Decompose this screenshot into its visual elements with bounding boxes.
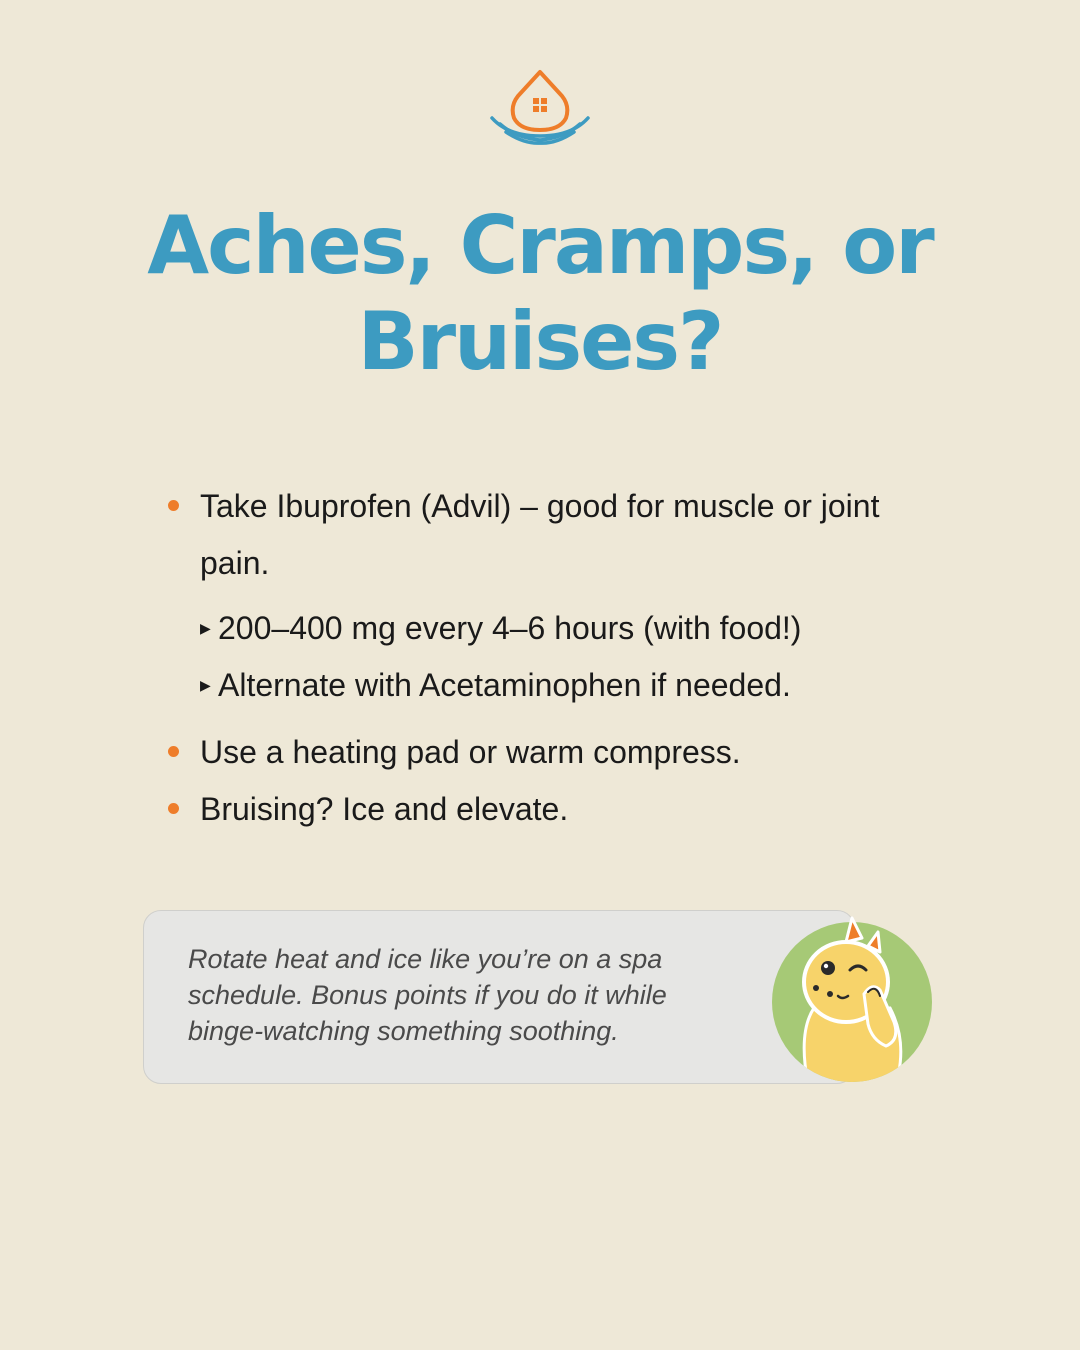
bullet-dot-icon <box>168 746 179 757</box>
sub-item-text: 200–400 mg every 4–6 hours (with food!) <box>218 610 802 646</box>
sub-item <box>200 600 928 657</box>
callout-card <box>143 910 855 1084</box>
tips-list <box>168 478 928 838</box>
tip-item <box>168 478 928 714</box>
winking-dinosaur-icon <box>768 912 934 1084</box>
tip-text: Use a heating pad or warm compress. <box>200 734 741 770</box>
triangle-right-icon: ▶ <box>200 620 211 636</box>
sub-list <box>200 600 928 714</box>
page-title: Aches, Cramps, or Bruises? <box>147 199 933 388</box>
sub-item <box>200 657 928 714</box>
tip-text: Take Ibuprofen (Advil) – good for muscle or joint pain. <box>200 488 880 581</box>
sub-item-text: Alternate with Acetaminophen if needed. <box>218 667 791 703</box>
bullet-dot-icon <box>168 500 179 511</box>
triangle-right-icon: ▶ <box>200 677 211 693</box>
house-nest-logo-icon <box>488 66 592 146</box>
bullet-dot-icon <box>168 803 179 814</box>
tip-text: Bruising? Ice and elevate. <box>200 791 569 827</box>
tip-item <box>168 724 928 781</box>
callout-text: Rotate heat and ice like you’re on a spa schedule. Bonus points if you do it while binge-watching something soothing. <box>188 944 667 1046</box>
tip-item <box>168 781 928 838</box>
